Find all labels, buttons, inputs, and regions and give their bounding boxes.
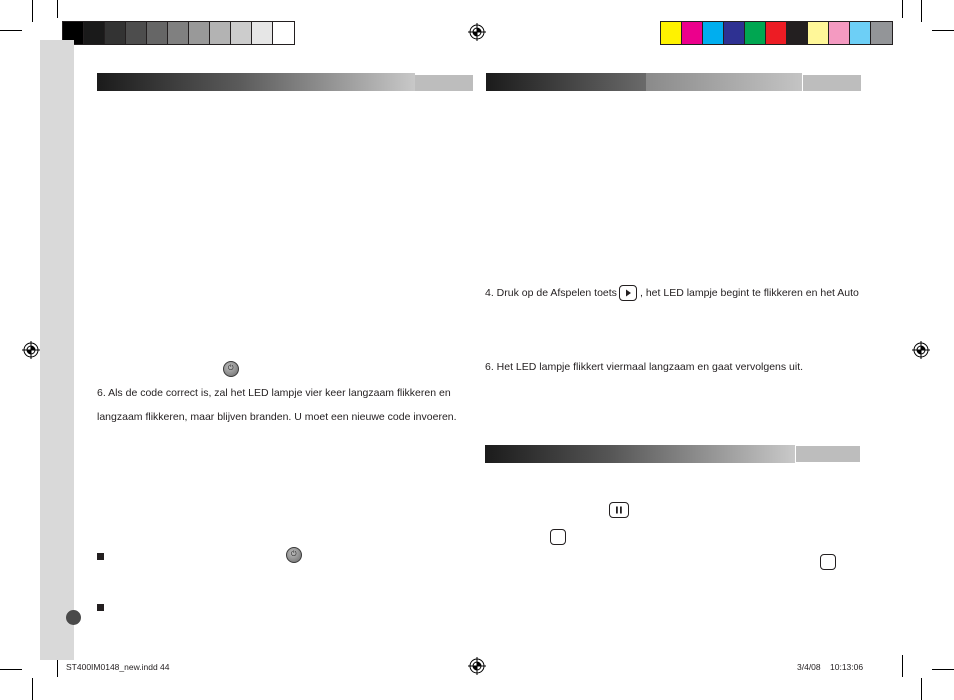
blank-key-icon (820, 554, 836, 570)
gray-swatch (84, 22, 105, 44)
color-swatch (745, 22, 766, 44)
right-section-header-bar (486, 73, 646, 91)
color-swatch (724, 22, 745, 44)
right-step-4-continued: , het LED lampje begint te flikkeren en het Auto (640, 287, 859, 299)
color-swatch (661, 22, 682, 44)
crop-mark (0, 669, 22, 670)
page-margin-strip (40, 40, 74, 660)
gray-swatch (105, 22, 126, 44)
color-swatch (703, 22, 724, 44)
crop-mark (902, 0, 903, 18)
gray-swatch (168, 22, 189, 44)
crop-mark (932, 669, 954, 670)
registration-mark-icon (912, 341, 930, 359)
registration-mark-icon (468, 657, 486, 675)
color-swatch (682, 22, 703, 44)
color-swatch (871, 22, 892, 44)
grayscale-color-bar (62, 21, 295, 45)
left-paragraph-6-line1: 6. Als de code correct is, zal het LED lampje vier keer langzaam flikkeren en (97, 387, 451, 399)
process-color-bar (660, 21, 893, 45)
power-button-icon: ⏻ (286, 547, 302, 563)
footer-filename: ST400IM0148_new.indd 44 (66, 662, 170, 672)
power-button-icon: ⏻ (223, 361, 239, 377)
right-section-header-bar-mid (646, 73, 802, 91)
play-key-icon (619, 285, 637, 301)
gray-swatch (273, 22, 294, 44)
right-step-6-text: 6. Het LED lampje flikkert viermaal langzaam en gaat vervolgens uit. (485, 361, 804, 373)
right-section-header-tab (803, 75, 861, 91)
color-swatch (850, 22, 871, 44)
footer-date: 3/4/08 (797, 662, 821, 672)
crop-mark (921, 0, 922, 22)
footer-time: 10:13:06 (830, 662, 864, 672)
bullet-icon (97, 553, 104, 560)
crop-mark (902, 655, 903, 677)
right-step-4-text: 4. Druk op de Afspelen toets (485, 287, 617, 299)
registration-mark-icon (22, 341, 40, 359)
crop-mark (32, 0, 33, 22)
blank-key-icon (550, 529, 566, 545)
gray-swatch (210, 22, 231, 44)
pause-key-icon (609, 502, 629, 518)
left-section-header-bar (97, 73, 415, 91)
color-swatch (787, 22, 808, 44)
color-swatch (829, 22, 850, 44)
gray-swatch (231, 22, 252, 44)
left-section-header-tab (415, 75, 473, 91)
registration-mark-icon (468, 23, 486, 41)
crop-mark (0, 30, 22, 31)
bullet-icon (97, 604, 104, 611)
crop-mark (921, 678, 922, 700)
crop-mark (57, 0, 58, 18)
page-number-dot (66, 610, 81, 625)
gray-swatch (189, 22, 210, 44)
left-paragraph-6-line2: langzaam flikkeren, maar blijven branden. U moet een nieuwe code invoeren. (97, 411, 457, 423)
crop-mark (32, 678, 33, 700)
crop-mark (932, 30, 954, 31)
right-section-header-bar-2 (485, 445, 795, 463)
gray-swatch (147, 22, 168, 44)
color-swatch (766, 22, 787, 44)
right-section-header-tab-2 (796, 446, 860, 462)
gray-swatch (252, 22, 273, 44)
color-swatch (808, 22, 829, 44)
gray-swatch (126, 22, 147, 44)
